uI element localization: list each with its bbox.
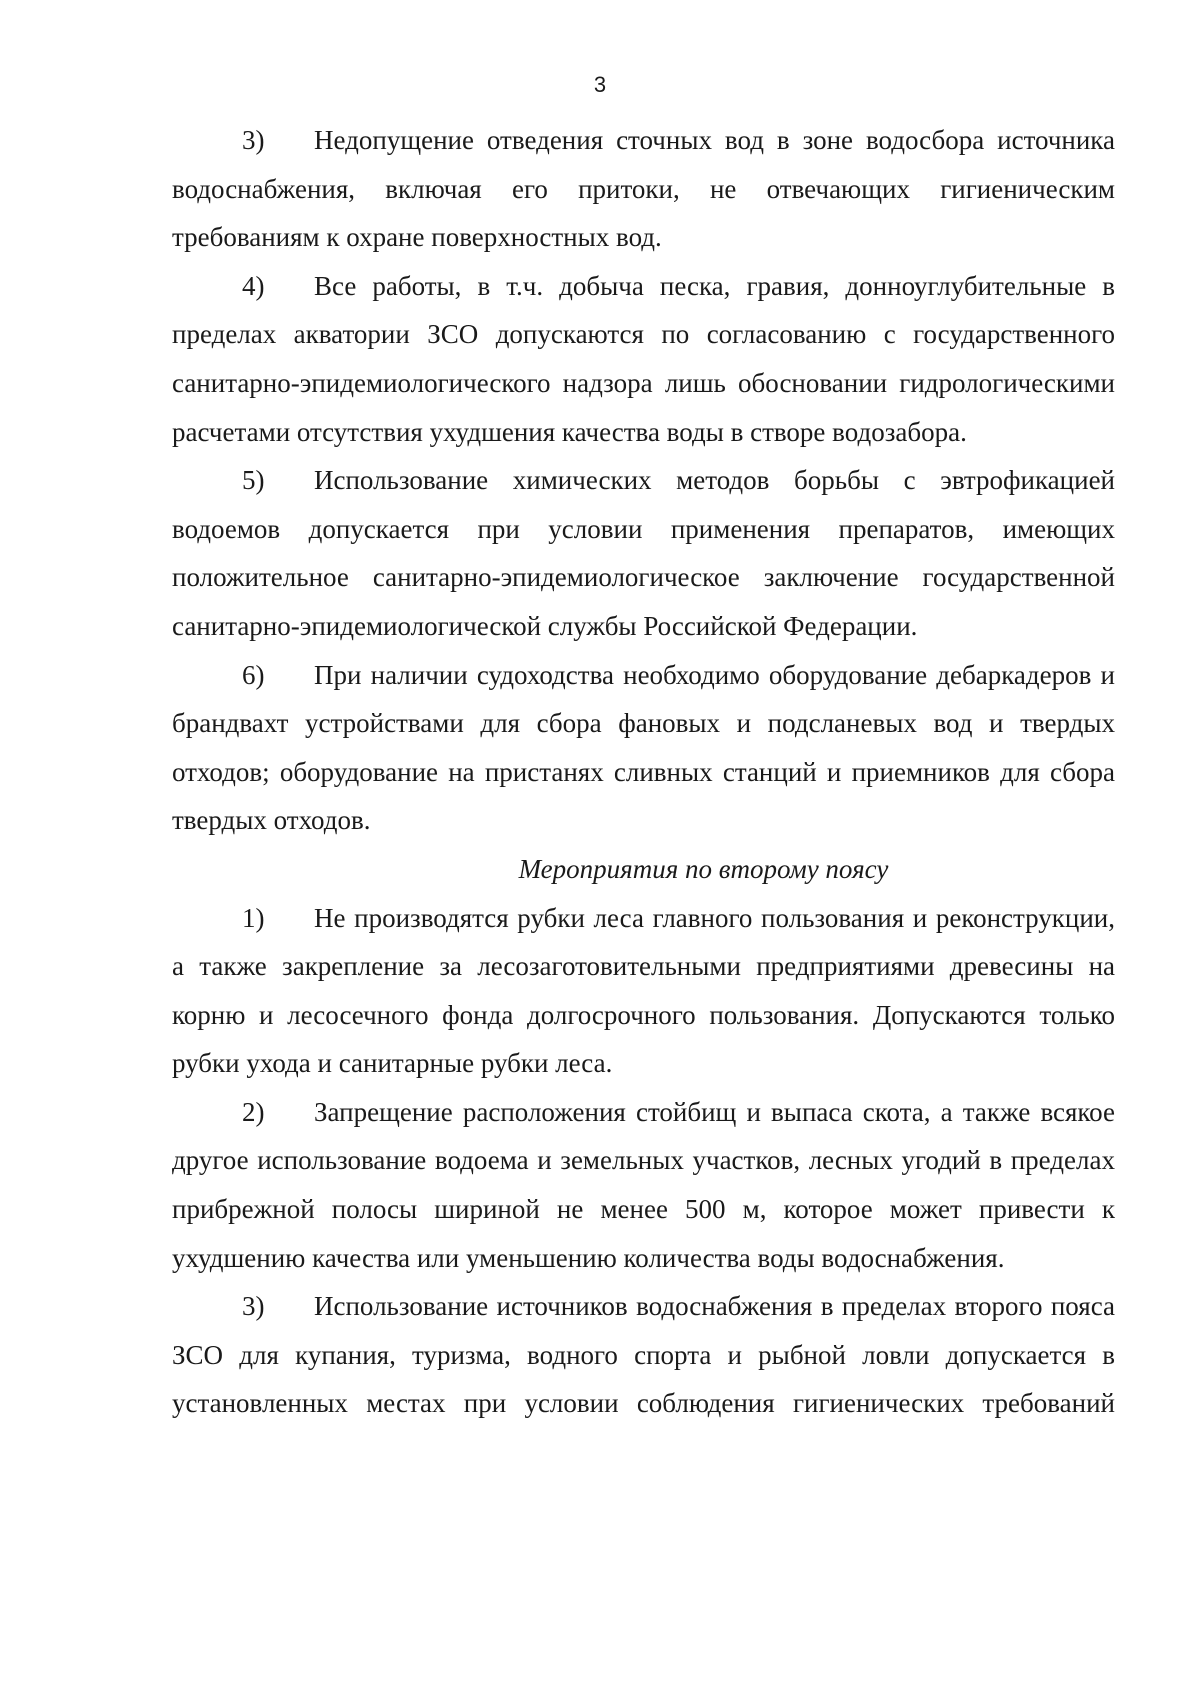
item-text: Использование источников водоснабжения в пределах второго пояса ЗСО для купания, туризма, водного спорта и рыбной ловли допускается в установленных местах при условии соблюдения гигиенических требований [172,1291,1115,1419]
list-item [172,651,1115,845]
item-number: 6) [242,659,265,690]
item-number: 3) [242,125,265,155]
list-item [172,894,1115,1088]
list-item [172,456,1115,650]
item-number: 4) [242,270,265,301]
item-number: 5) [242,465,265,496]
item-text: Не производятся рубки леса главного пользования и реконструкции, а также закрепление за лесозаготовительными предприятиями древесины на корню и лесосечного фонда долгосрочного пользования. Допускаются только рубки ухода и санитарные рубки леса. [172,902,1115,1079]
list-item [172,1088,1115,1282]
list-item [172,262,1115,456]
list-item [172,1282,1115,1428]
item-text: Использование химических методов борьбы с эвтрофикацией водоемов допускается при условии применения препаратов, имеющих положительное санитарно-эпидемиологическое заключение государственной санитарно-эпидемиологической службы Российской Федерации. [172,465,1115,641]
item-text: При наличии судоходства необходимо оборудование дебаркадеров и брандвахт устройствами для сбора фановых и подсланевых вод и твердых отходов; оборудование на пристанях сливных станций и приемников для сбора твердых отходов. [172,659,1115,836]
item-text: Недопущение отведения сточных вод в зоне водосбора источника водоснабжения, включая его притоки, не отвечающих гигиеническим требованиям к охране поверхностных вод. [172,125,1115,253]
page-number: 3 [593,72,607,97]
item-number: 1) [242,902,265,933]
list-item [172,116,1115,262]
item-text: Все работы, в т.ч. добыча песка, гравия, донноуглубительные в пределах акватории ЗСО допускаются по согласованию с государственного санитарно-эпидемиологического надзора лишь обосновании гидрологическими расчетами отсутствия ухудшения качества воды в створе водозабора. [172,270,1115,447]
document-body [172,116,1115,1428]
item-text: Запрещение расположения стойбищ и выпаса скота, а также всякое другое использование водоема и земельных участков, лесных угодий в пределах прибрежной полосы шириной не менее 500 м, которое может привести к ухудшению качества или уменьшению количества воды водоснабжения. [172,1096,1115,1273]
item-number: 2) [242,1096,265,1127]
section-heading: Мероприятия по второму поясу [518,853,889,884]
item-number: 3) [242,1291,265,1322]
